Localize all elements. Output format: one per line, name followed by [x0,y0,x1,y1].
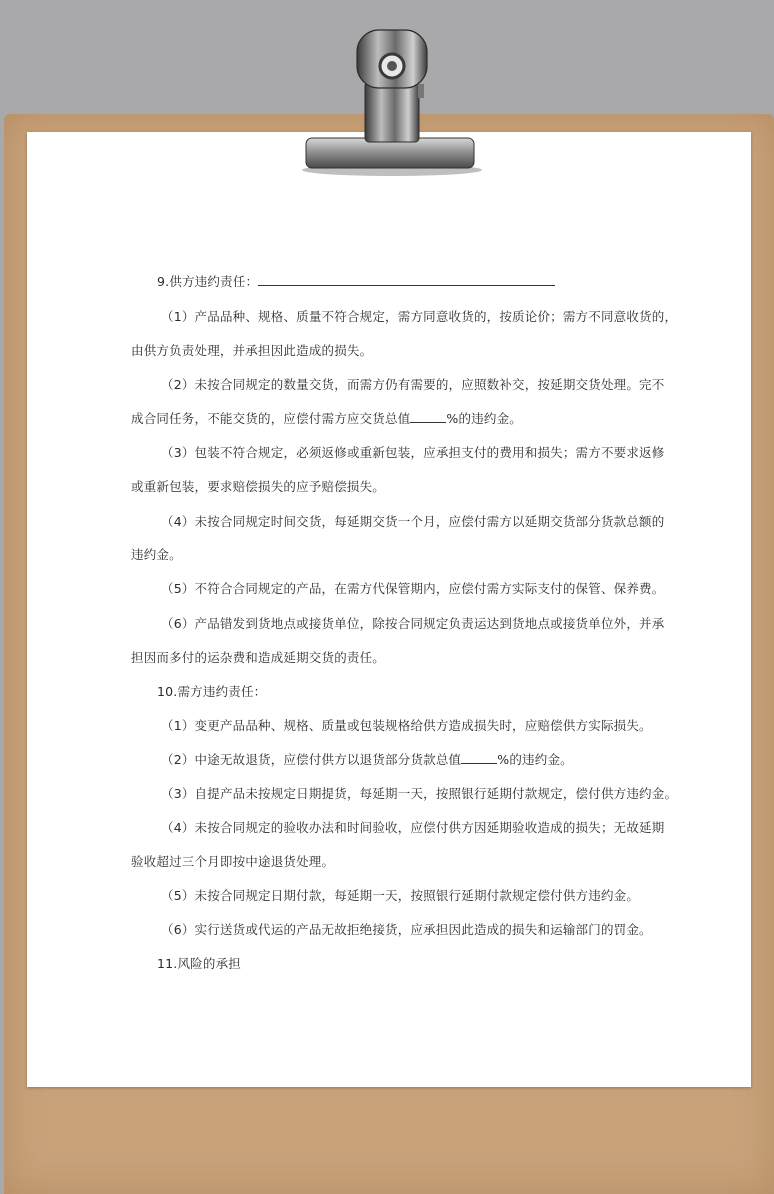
s10-item-5-line1: （5）未按合同规定日期付款，每延期一天，按照银行延期付款规定偿付供方违约金。 [161,888,640,903]
s10-item-4-line2: 验收超过三个月即按中途退货处理。 [131,854,335,869]
s9-item-2-line1: （2）未按合同规定的数量交货，而需方仍有需要的，应照数补交，按延期交货处理。完不 [161,377,665,392]
section-11-heading: 11.风险的承担 [157,956,241,971]
s9-item-4-line1: （4）未按合同规定时间交货，每延期交货一个月，应偿付需方以延期交货部分货款总额的 [161,514,665,529]
s9-item-6-line2: 担因而多付的运杂费和造成延期交货的责任。 [131,650,386,665]
fill-blank[interactable] [461,763,497,764]
s9-item-1-line1: （1）产品品种、规格、质量不符合规定，需方同意收货的，按质论价；需方不同意收货的， [161,309,678,324]
s9-item-1-line2: 由供方负责处理，并承担因此造成的损失。 [131,343,373,358]
s10-item-3-line1: （3）自提产品未按规定日期提货，每延期一天，按照银行延期付款规定，偿付供方违约金。 [161,786,678,801]
s9-item-5-line1: （5）不符合合同规定的产品，在需方代保管期内，应偿付需方实际支付的保管、保养费。 [161,581,665,596]
fill-blank[interactable] [410,422,446,423]
s10-item-4-line1: （4）未按合同规定的验收办法和时间验收，应偿付供方因延期验收造成的损失；无故延期 [161,820,665,835]
fill-blank[interactable] [258,285,555,286]
s9-item-3-line2: 或重新包装，要求赔偿损失的应予赔偿损失。 [131,479,386,494]
s10-item-1-line1: （1）变更产品品种、规格、质量或包装规格给供方造成损失时，应赔偿供方实际损失。 [161,718,652,733]
section-10-heading: 10.需方违约责任： [157,684,267,699]
s9-item-2-line2: 成合同任务，不能交货的，应偿付需方应交货总值 %的违约金。 [131,411,522,426]
s9-item-4-line2: 违约金。 [131,547,182,562]
s9-item-3-line1: （3）包装不符合规定，必须返修或重新包装，应承担支付的费用和损失；需方不要求返修 [161,445,665,460]
s10-item-6-line1: （6）实行送货或代运的产品无故拒绝接货，应承担因此造成的损失和运输部门的罚金。 [161,922,652,937]
s10-item-2-line1: （2）中途无故退货，应偿付供方以退货部分货款总值 %的违约金。 [161,752,573,767]
section-9-heading: 9.供方违约责任： [157,272,555,290]
s9-item-6-line1: （6）产品错发到货地点或接货单位，除按合同规定负责运达到货地点或接货单位外，并承 [161,616,665,631]
